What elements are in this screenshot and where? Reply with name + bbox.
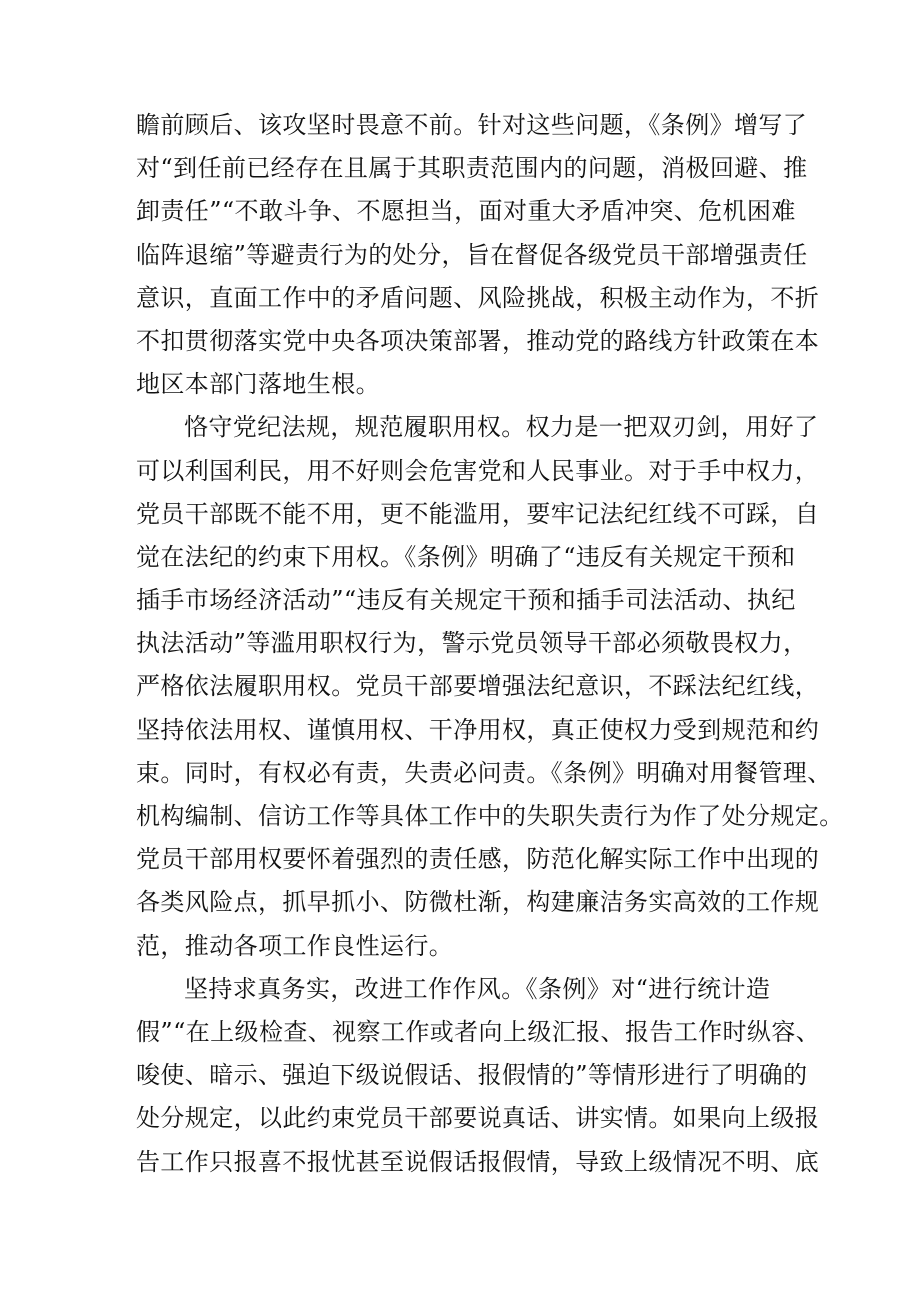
text-line: 机构编制、信访工作等具体工作中的失职失责行为作了处分规定。 [136,802,844,830]
text-line: 党员干部用权要怀着强烈的责任感，防范化解实际工作中出现的 [136,845,820,874]
text-line: 坚持依法用权、谨慎用权、干净用权，真正使权力受到规范和约 [136,715,820,744]
text-line: 可以利国利民，用不好则会危害党和人民事业。对于手中权力， [136,456,820,485]
text-line: 不扣贯彻落实党中央各项决策部署，推动党的路线方针政策在本 [136,326,820,355]
text-line: 告工作只报喜不报忧甚至说假话报假情，导致上级情况不明、底 [136,1147,820,1176]
text-line: 插手市场经济活动”“违反有关规定干预和插手司法活动、执纪 [136,586,796,615]
text-line: 意识，直面工作中的矛盾问题、风险挑战，积极主动作为，不折 [136,283,820,312]
text-line: 束。同时，有权必有责，失责必问责。《条例》明确对用餐管理、 [136,758,832,787]
text-line: 范，推动各项工作良性运行。 [136,931,454,960]
text-line: 卸责任”“不敢斗争、不愿担当，面对重大矛盾冲突、危机困难 [136,197,796,226]
text-line: 假”“在上级检查、视察工作或者向上级汇报、报告工作时纵容、 [136,1017,821,1046]
text-line: 执法活动”等滥用职权行为，警示党员领导干部必须敬畏权力， [136,629,808,658]
text-line: 恪守党纪法规，规范履职用权。权力是一把双刃剑，用好了 [184,413,819,442]
paragraph-2 [136,406,844,967]
text-line: 处分规定，以此约束党员干部要说真话、讲实情。如果向上级报 [136,1104,820,1133]
text-line: 临阵退缩”等避责行为的处分，旨在督促各级党员干部增强责任 [136,240,808,269]
text-line: 瞻前顾后、该攻坚时畏意不前。针对这些问题，《条例》增写了 [136,111,808,139]
text-line: 唆使、暗示、强迫下级说假话、报假情的”等情形进行了明确的 [136,1061,808,1090]
paragraph-1 [136,104,820,406]
paragraph-3 [136,968,821,1184]
text-line: 觉在法纪的约束下用权。《条例》明确了“违反有关规定干预和 [136,542,796,571]
document-body [136,104,844,1184]
text-line: 严格依法履职用权。党员干部要增强法纪意识，不踩法纪红线， [136,672,820,701]
text-line: 坚持求真务实，改进工作作风。《条例》对“进行统计造 [184,974,771,1003]
text-line: 党员干部既不能不用，更不能滥用，要牢记法纪红线不可踩，自 [136,499,820,528]
text-line: 各类风险点，抓早抓小、防微杜渐，构建廉洁务实高效的工作规 [136,888,820,917]
text-line: 地区本部门落地生根。 [136,370,380,399]
text-line: 对“到任前已经存在且属于其职责范围内的问题，消极回避、推 [136,154,808,183]
